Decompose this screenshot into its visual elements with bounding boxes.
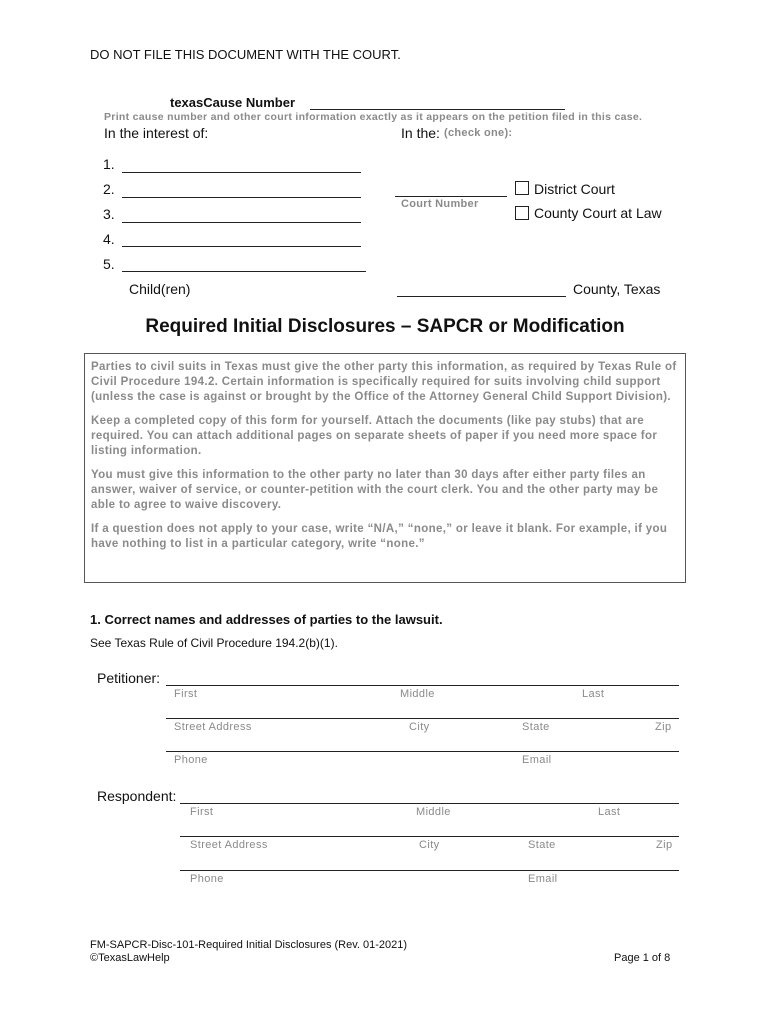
in-the-label: In the: (401, 125, 440, 141)
footer-copyright: ©TexasLawHelp (90, 952, 170, 964)
cause-number-field[interactable] (310, 109, 565, 110)
county-texas-label: County, Texas (573, 281, 661, 297)
petitioner-city-label: City (409, 721, 430, 733)
cause-instruction: Print cause number and other court information exactly as it appears on the petition filed in this case. (104, 111, 643, 123)
respondent-contact-field[interactable] (180, 870, 679, 871)
footer-page-number: Page 1 of 8 (614, 952, 671, 964)
instructions-paragraph-3: You must give this information to the other party no later than 30 days after either party files an answer, waiver of service, or counter-petition with the court clerk. You and the other party may be able to agree to waive discovery. (91, 469, 659, 511)
respondent-street-label: Street Address (190, 839, 268, 851)
child-name-field-3[interactable] (122, 222, 361, 223)
petitioner-first-label: First (174, 688, 198, 700)
county-field[interactable] (397, 296, 566, 297)
child-number-3: 3. (103, 206, 115, 222)
district-court-checkbox[interactable] (515, 181, 529, 195)
child-name-field-1[interactable] (122, 172, 361, 173)
petitioner-state-label: State (522, 721, 550, 733)
petitioner-zip-label: Zip (655, 721, 672, 733)
court-number-label: Court Number (401, 198, 479, 210)
child-name-field-4[interactable] (122, 246, 361, 247)
respondent-name-field[interactable] (180, 803, 679, 804)
court-number-field[interactable] (395, 196, 507, 197)
instructions-box (84, 353, 686, 583)
petitioner-last-label: Last (582, 688, 605, 700)
child-name-field-2[interactable] (122, 197, 361, 198)
in-the-interest-of-label: In the interest of: (104, 125, 209, 141)
petitioner-name-field[interactable] (166, 685, 679, 686)
section-1-rule: See Texas Rule of Civil Procedure 194.2(b)(1). (90, 636, 338, 650)
respondent-phone-label: Phone (190, 873, 224, 885)
instructions-paragraph-4: If a question does not apply to your case, write “N/A,” “none,” or leave it blank. For example, if you have nothing to list in a particular category, write “none.” (91, 523, 668, 550)
child-number-4: 4. (103, 231, 115, 247)
county-court-at-law-checkbox[interactable] (515, 206, 529, 220)
respondent-address-field[interactable] (180, 836, 679, 837)
petitioner-middle-label: Middle (400, 688, 435, 700)
petitioner-contact-field[interactable] (166, 751, 679, 752)
section-1-heading: 1. Correct names and addresses of parties to the lawsuit. (90, 612, 443, 627)
respondent-last-label: Last (598, 806, 621, 818)
child-name-field-5[interactable] (122, 271, 366, 272)
respondent-middle-label: Middle (416, 806, 451, 818)
children-label: Child(ren) (129, 281, 191, 297)
child-number-2: 2. (103, 181, 115, 197)
cause-number-label: texasCause Number (170, 95, 295, 110)
respondent-label: Respondent: (97, 788, 177, 804)
check-one-label: (check one): (444, 127, 513, 139)
respondent-state-label: State (528, 839, 556, 851)
instructions-paragraph-1: Parties to civil suits in Texas must give the other party this information, as required by Texas Rule of Civil Procedure 194.2. Certain information is specifically required for suits involving child support (unless the case is against or brought by the Office of the Attorney General Child Support Division). (91, 361, 677, 403)
do-not-file-warning: DO NOT FILE THIS DOCUMENT WITH THE COURT. (90, 47, 401, 62)
child-number-5: 5. (103, 256, 115, 272)
petitioner-phone-label: Phone (174, 754, 208, 766)
district-court-label: District Court (534, 181, 615, 197)
petitioner-label: Petitioner: (97, 670, 161, 686)
instructions-paragraph-2: Keep a completed copy of this form for yourself. Attach the documents (like pay stubs) that are required. You can attach additional pages on separate sheets of paper if you need more space for listing information. (91, 415, 658, 457)
respondent-city-label: City (419, 839, 440, 851)
respondent-zip-label: Zip (656, 839, 673, 851)
document-title: Required Initial Disclosures – SAPCR or Modification (145, 316, 625, 337)
county-court-at-law-label: County Court at Law (534, 205, 662, 221)
respondent-first-label: First (190, 806, 214, 818)
petitioner-street-label: Street Address (174, 721, 252, 733)
petitioner-address-field[interactable] (166, 718, 679, 719)
child-number-1: 1. (103, 156, 115, 172)
footer-form-id: FM-SAPCR-Disc-101-Required Initial Disclosures (Rev. 01-2021) (90, 939, 408, 951)
petitioner-email-label: Email (522, 754, 552, 766)
respondent-email-label: Email (528, 873, 558, 885)
